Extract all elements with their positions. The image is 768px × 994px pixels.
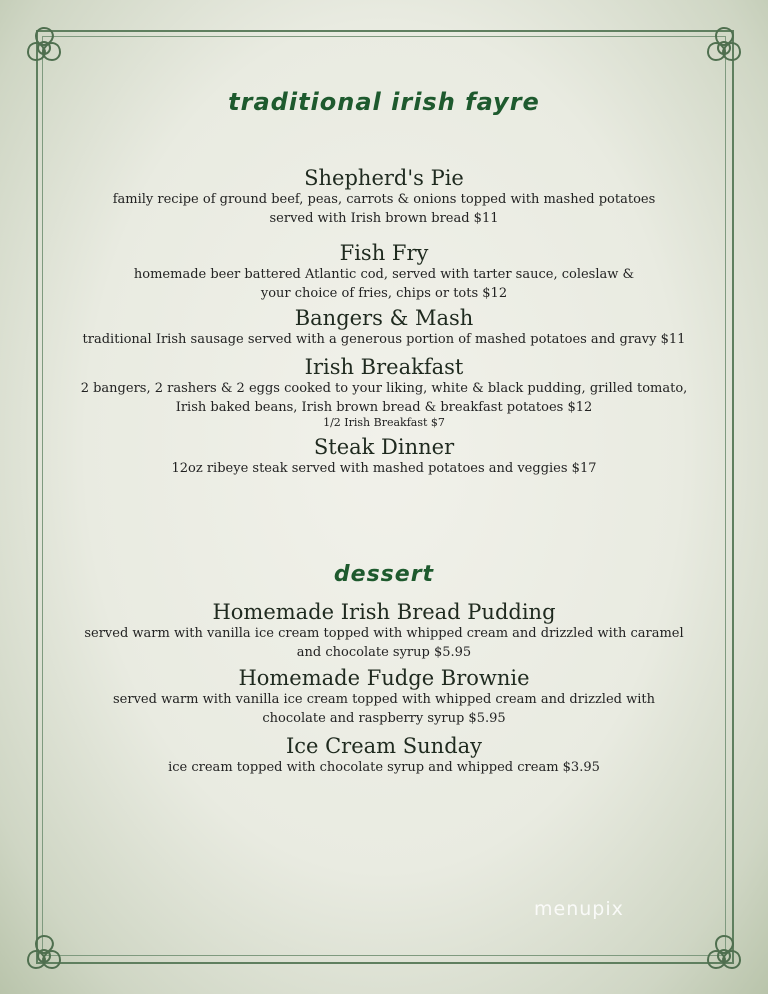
menu-item-desc: family recipe of ground beef, peas, carrots & onions topped with mashed potatoes: [112, 192, 656, 207]
menu-item-name: Bangers & Mash: [294, 306, 474, 330]
menu-item-name: Homemade Irish Bread Pudding: [212, 600, 556, 624]
menu-item-shepherds-pie: [60, 166, 708, 228]
menu-item-subnote: 1/2 Irish Breakfast $7: [323, 416, 445, 429]
watermark: menupix: [534, 898, 624, 920]
menu-item-desc: homemade beer battered Atlantic cod, served with tarter sauce, coleslaw &: [133, 267, 635, 282]
menu-item-fish-fry: [60, 241, 708, 303]
menu-item-ice-cream-sunday: [60, 734, 708, 777]
menu-item-desc: served with Irish brown bread $11: [269, 211, 499, 226]
menu-item-desc: ice cream topped with chocolate syrup and whipped cream $3.95: [168, 760, 600, 775]
menu-item-desc: Irish baked beans, Irish brown bread & breakfast potatoes $12: [175, 400, 593, 415]
menu-item-bangers-mash: [60, 306, 708, 349]
menu-item-name: Ice Cream Sunday: [285, 734, 483, 758]
menu-item-name: Fish Fry: [339, 241, 429, 265]
menu-item-desc: chocolate and raspberry syrup $5.95: [262, 711, 506, 726]
menu-item-name: Steak Dinner: [313, 435, 455, 459]
menu-item-desc: served warm with vanilla ice cream topped with whipped cream and drizzled with caramel: [84, 626, 684, 641]
menu-item-steak-dinner: [60, 435, 708, 478]
section-title-main: traditional irish fayre: [228, 88, 540, 116]
celtic-knot-icon: [22, 930, 66, 974]
menu-item-desc: and chocolate syrup $5.95: [296, 645, 472, 660]
celtic-knot-icon: [702, 22, 746, 66]
menu-item-irish-breakfast: [60, 355, 708, 429]
menu-item-desc: traditional Irish sausage served with a generous portion of mashed potatoes and gravy $11: [82, 332, 686, 347]
celtic-knot-icon: [22, 22, 66, 66]
menu-item-bread-pudding: [60, 600, 708, 662]
menu-item-name: Homemade Fudge Brownie: [238, 666, 530, 690]
menu-item-desc: 12oz ribeye steak served with mashed potatoes and veggies $17: [171, 461, 597, 476]
celtic-knot-icon: [702, 930, 746, 974]
menu-item-name: Irish Breakfast: [304, 355, 464, 379]
menu-item-name: Shepherd's Pie: [304, 166, 464, 190]
menu-item-desc: your choice of fries, chips or tots $12: [260, 286, 508, 301]
menu-item-fudge-brownie: [60, 666, 708, 728]
menu-item-desc: 2 bangers, 2 rashers & 2 eggs cooked to your liking, white & black pudding, grilled tomato,: [80, 381, 688, 396]
section-title-dessert: dessert: [333, 562, 435, 587]
menu-item-desc: served warm with vanilla ice cream topped with whipped cream and drizzled with: [113, 692, 655, 707]
